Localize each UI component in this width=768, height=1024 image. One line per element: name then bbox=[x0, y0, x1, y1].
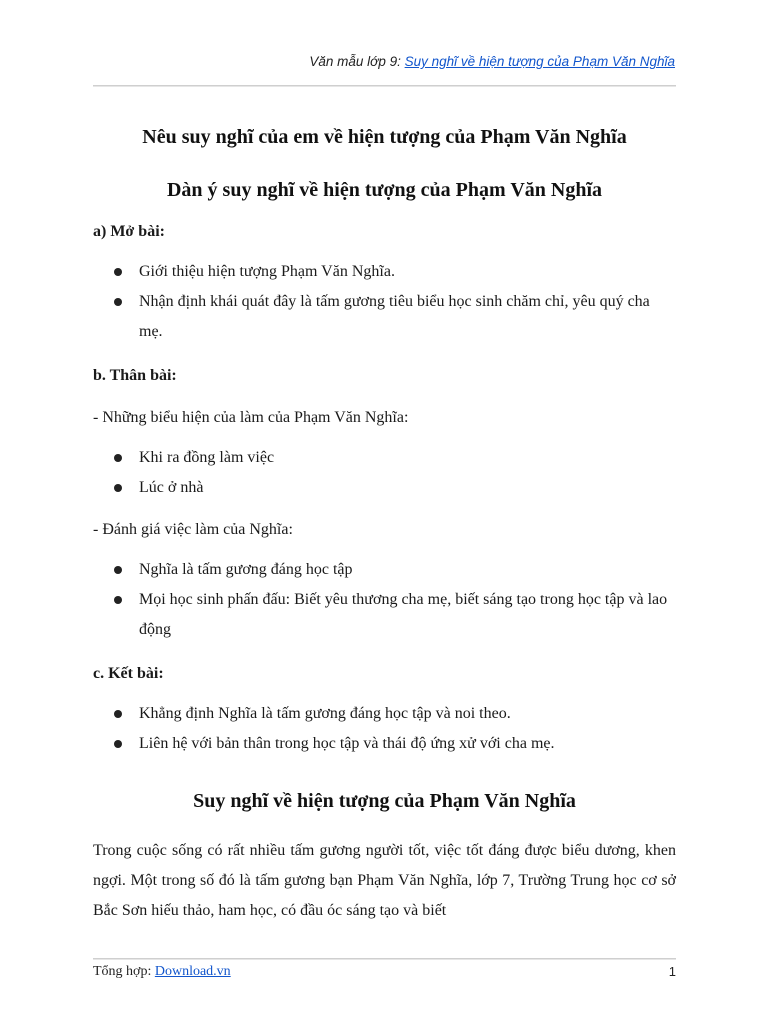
list-item: Mọi học sinh phấn đấu: Biết yêu thương cha mẹ, biết sáng tạo trong học tập và lao động bbox=[93, 585, 676, 645]
header-link[interactable]: Suy nghĩ về hiện tượng của Phạm Văn Nghĩa bbox=[404, 54, 675, 69]
bullet-icon bbox=[114, 298, 122, 306]
header-divider bbox=[93, 85, 676, 87]
page-header bbox=[309, 54, 675, 69]
footer-link[interactable]: Download.vn bbox=[154, 964, 231, 979]
part-c-label: c. Kết bài: bbox=[93, 665, 164, 682]
essay-paragraph: Trong cuộc sống có rất nhiều tấm gương người tốt, việc tốt đáng được biểu dương, khen ngợi. Một trong số đó là tấm gương bạn Phạm Văn Nghĩa, lớp 7, Trường Trung học cơ sở Bắc Sơn hiếu thảo, ham học, có đầu óc sáng tạo và biết bbox=[93, 842, 676, 919]
bullet-icon bbox=[114, 710, 122, 718]
bullet-icon bbox=[114, 484, 122, 492]
part-b-intro-2: - Đánh giá việc làm của Nghĩa: bbox=[93, 521, 293, 538]
part-c-list bbox=[93, 699, 676, 759]
list-item: Khẳng định Nghĩa là tấm gương đáng học tập và noi theo. bbox=[93, 699, 676, 729]
list-item: Khi ra đồng làm việc bbox=[93, 443, 676, 473]
list-item: Nhận định khái quát đây là tấm gương tiêu biểu học sinh chăm chỉ, yêu quý cha mẹ. bbox=[93, 287, 676, 347]
list-item: Nghĩa là tấm gương đáng học tập bbox=[93, 555, 676, 585]
bullet-icon bbox=[114, 740, 122, 748]
page-footer bbox=[93, 962, 676, 982]
part-a-label: a) Mở bài: bbox=[93, 223, 165, 240]
part-b-list-2 bbox=[93, 555, 676, 645]
list-item: Liên hệ với bản thân trong học tập và thái độ ứng xử với cha mẹ. bbox=[93, 729, 676, 759]
part-b-intro-1: - Những biểu hiện của làm của Phạm Văn Nghĩa: bbox=[93, 409, 409, 426]
page-number: 1 bbox=[668, 964, 676, 979]
part-a-list bbox=[93, 257, 676, 347]
bullet-icon bbox=[114, 454, 122, 462]
essay-heading: Suy nghĩ về hiện tượng của Phạm Văn Nghĩa bbox=[193, 790, 576, 812]
list-item: Lúc ở nhà bbox=[93, 473, 676, 503]
document-title: Nêu suy nghĩ của em về hiện tượng của Phạm Văn Nghĩa bbox=[142, 126, 627, 148]
document-body bbox=[93, 118, 676, 926]
outline-heading: Dàn ý suy nghĩ về hiện tượng của Phạm Văn Nghĩa bbox=[166, 179, 603, 201]
part-b-label: b. Thân bài: bbox=[93, 367, 177, 384]
footer-prefix: Tổng hợp: bbox=[93, 964, 155, 979]
bullet-icon bbox=[114, 566, 122, 574]
header-prefix: Văn mẫu lớp 9: bbox=[309, 54, 405, 69]
bullet-icon bbox=[114, 268, 122, 276]
part-b-list-1 bbox=[93, 443, 676, 503]
footer-divider bbox=[93, 958, 676, 960]
bullet-icon bbox=[114, 596, 122, 604]
list-item: Giới thiệu hiện tượng Phạm Văn Nghĩa. bbox=[93, 257, 676, 287]
